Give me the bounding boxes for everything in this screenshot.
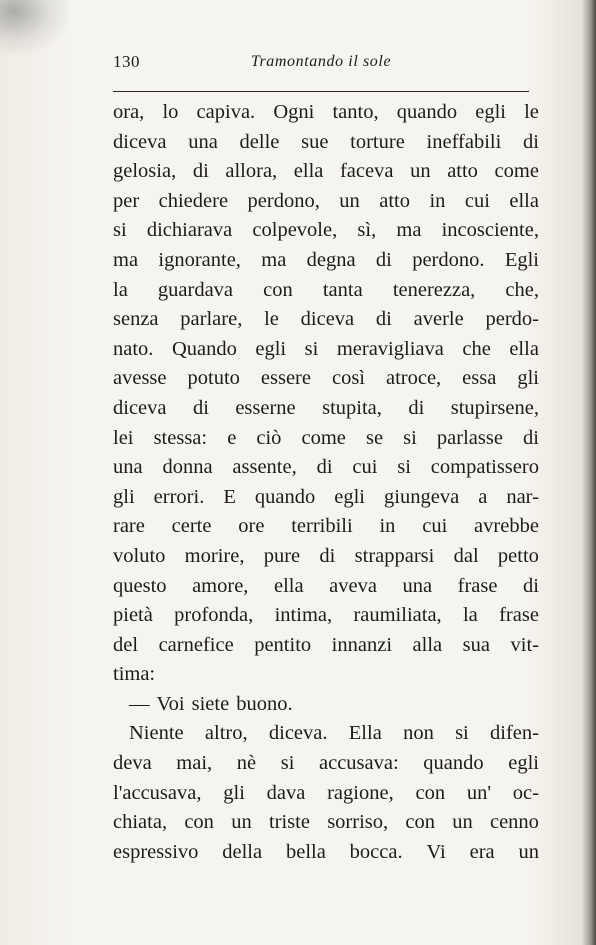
running-head (113, 52, 529, 78)
text-line: nato. Quando egli si meravigliava che ella (113, 337, 539, 360)
page-number: 130 (113, 52, 140, 71)
text-line: del carnefice pentito innanzi alla sua vit- (113, 633, 539, 656)
text-line: — Voi siete buono. (129, 692, 293, 715)
text-line: Niente altro, diceva. Ella non si difen- (129, 722, 539, 745)
text-line: senza parlare, le diceva di averle perdo- (113, 308, 539, 331)
text-line: diceva una delle sue torture ineffabili di (113, 130, 539, 153)
page-spine-shadow (582, 0, 596, 945)
text-line: l'accusava, gli dava ragione, con un' oc- (113, 781, 539, 804)
text-line: ora, lo capiva. Ogni tanto, quando egli le (113, 101, 539, 123)
text-line: ma ignorante, ma degna di perdono. Egli (113, 248, 539, 271)
corner-smudge (0, 0, 70, 55)
text-line: gli errori. E quando egli giungeva a nar- (113, 485, 539, 508)
text-line: rare certe ore terribili in cui avrebbe (113, 515, 539, 538)
running-title: Tramontando il sole (250, 53, 392, 70)
text-line: chiata, con un triste sorriso, con un cenno (113, 811, 539, 834)
text-line: tima: (113, 663, 156, 686)
text-line: lei stessa: e ciò come se si parlasse di (113, 426, 539, 449)
text-line: questo amore, ella aveva una frase di (113, 574, 539, 597)
header-rule (113, 91, 529, 92)
text-line: gelosia, di allora, ella faceva un atto come (113, 160, 539, 183)
text-line: avesse potuto essere così atroce, essa gli (113, 367, 539, 390)
text-line: per chiedere perdono, un atto in cui ella (113, 189, 539, 212)
text-line: una donna assente, di cui si compatissero (113, 456, 539, 479)
text-line: espressivo della bella bocca. Vi era un (113, 840, 539, 863)
body-text (113, 98, 539, 867)
text-line: diceva di esserne stupita, di stupirsene, (113, 396, 539, 419)
text-line: pietà profonda, intima, raumiliata, la frase (113, 604, 539, 627)
text-line: la guardava con tanta tenerezza, che, (113, 278, 539, 301)
text-line: voluto morire, pure di strapparsi dal petto (113, 544, 539, 567)
text-line: deva mai, nè si accusava: quando egli (113, 752, 539, 775)
text-line: si dichiarava colpevole, sì, ma incosciente, (113, 219, 539, 242)
